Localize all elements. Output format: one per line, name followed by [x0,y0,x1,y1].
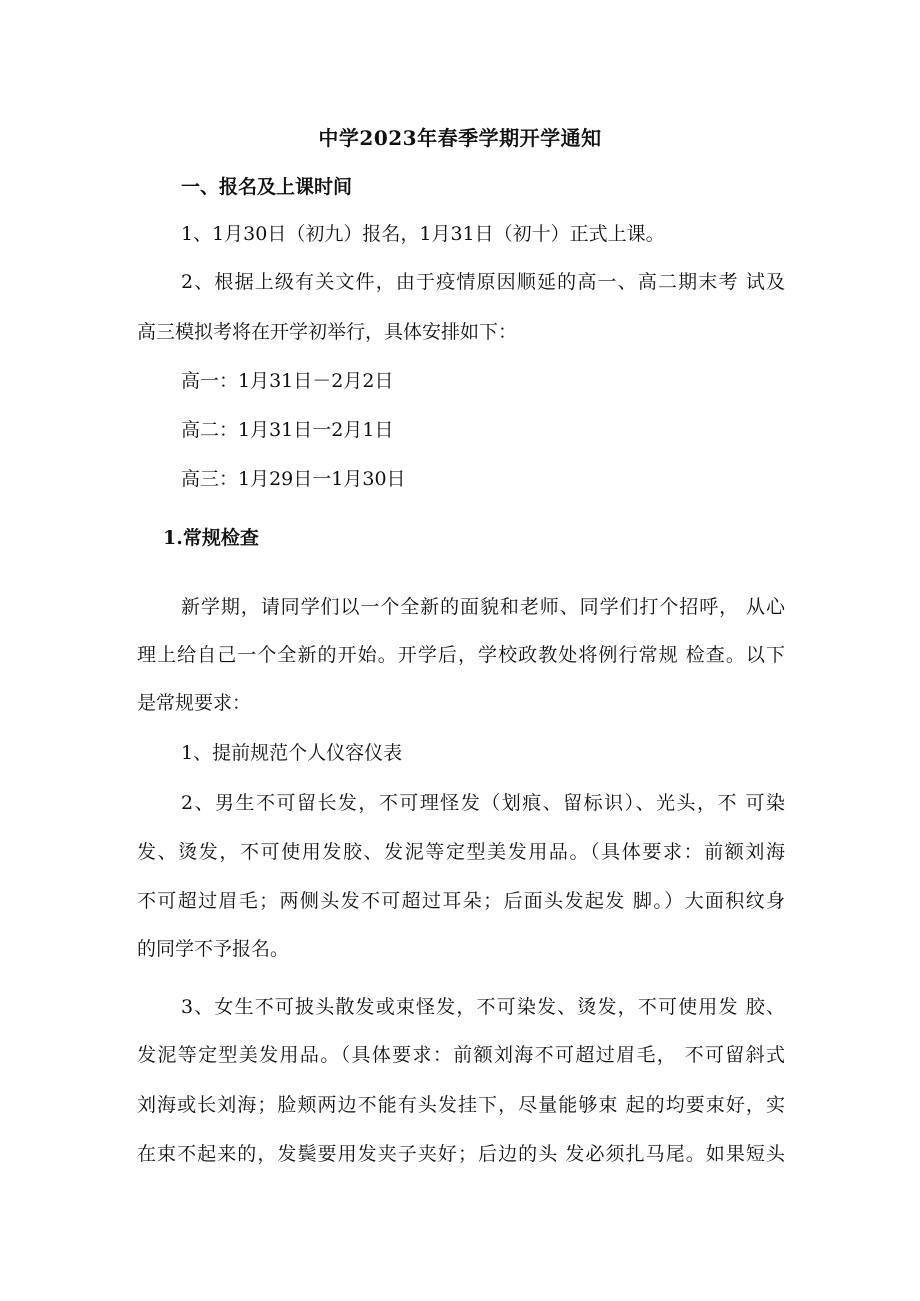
paragraph-line: 2、根据上级有关文件，由于疫情原因顺延的高一、高二期末考 试及 [181,271,785,293]
paragraph-line: 发、烫发，不可使用发胶、发泥等定型美发用品。（具体要求：前额刘海 [137,841,785,863]
section-heading-registration: 一、报名及上课时间 [181,176,353,198]
schedule-line: 高一：1月31日－2月2日 [181,370,394,392]
paragraph-line: 刘海或长刘海；脸颊两边不能有头发挂下，尽量能够束 起的均要束好，实 [137,1094,785,1116]
paragraph-line: 新学期，请同学们以一个全新的面貌和老师、同学们打个招呼， 从心 [181,596,785,618]
paragraph-line: 在束不起来的，发鬓要用发夹子夹好；后边的头 发必须扎马尾。如果短头 [137,1143,785,1165]
paragraph-line: 是常规要求： [137,692,252,714]
paragraph-line: 理上给自己一个全新的开始。开学后，学校政教处将例行常规 检查。以下 [137,644,785,666]
schedule-line: 高三：1月29日一1月30日 [181,468,406,490]
section-heading-inspection: 1.常规检查 [163,527,259,549]
paragraph-line: 3、女生不可披头散发或束怪发，不可染发、烫发，不可使用发 胶、 [181,996,785,1018]
schedule-line: 高二：1月31日一2月1日 [181,419,394,441]
paragraph-line: 不可超过眉毛；两侧头发不可超过耳朵；后面头发起发 脚。）大面积纹身 [137,890,785,912]
paragraph-line: 2、男生不可留长发，不可理怪发（划痕、留标识）、光头，不 可染 [181,792,785,814]
paragraph-line: 1、提前规范个人仪容仪表 [181,742,403,764]
document-title: 中学2023年春季学期开学通知 [318,126,602,150]
paragraph-line: 1、1月30日（初九）报名，1月31日（初十）正式上课。 [181,223,665,245]
paragraph-line: 高三模拟考将在开学初举行，具体安排如下： [137,321,518,343]
paragraph-line: 的同学不予报名。 [137,938,290,960]
paragraph-line: 发泥等定型美发用品。（具体要求：前额刘海不可超过眉毛， 不可留斜式 [137,1044,785,1066]
